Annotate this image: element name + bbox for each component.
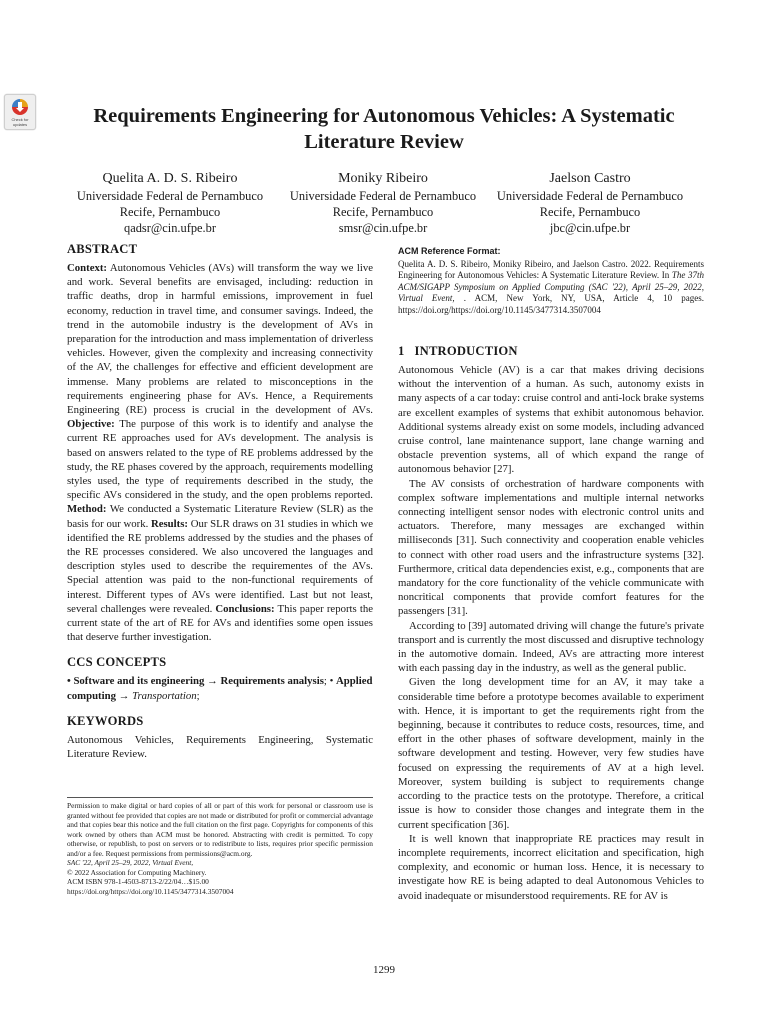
author-name: Jaelson Castro	[549, 171, 631, 186]
context-label: Context:	[67, 262, 108, 274]
paper-title: Requirements Engineering for Autonomous Vehicles: A Systematic Literature Review	[93, 105, 675, 153]
objective-text: The purpose of this work is to identify and analyse the current RE approaches used for AVs development. The analysis is based on answers related to the type of RE problems addressed by the study, the RE phases covered by the approach, requirements modelling styles used, the type of requirements described in the study, the specific AVs considered in the study, and the open problems reported.	[67, 418, 373, 502]
author-affiliation: Universidade Federal de Pernambuco	[496, 189, 684, 203]
intro-paragraph-2: The AV consists of orchestration of hardware components with complex software implementations and multiple internal networks connecting intelligent sensor nodes with electronic control units and actuators. Therefore, many messages are exchanged within milliseconds [31]. Such connectivity and cooperation enable vehicles to connect with other road users and the infrastructure systems [32]. Furthermore, critical data dependencies exist, e.g., components that are mandatory for the core functionality of the vehicle communicate with noncritical components that provide comfort features for the passengers [31].	[398, 477, 704, 618]
permission-text: Permission to make digital or hard copies of all or part of this work for personal or classroom use is granted without fee provided that copies are not made or distributed for profit or commercial advantage and that copies bear this notice and the full citation on the first page. Copyrights for components of this work owned by others than ACM must be honored. Abstracting with credit is permitted. To copy otherwise, or republish, to post on servers or to redistribute to lists, requires prior specific permission and/or a fee. Request permissions from permissions@acm.org.	[67, 801, 373, 858]
ccs-heading: CCS CONCEPTS	[67, 655, 167, 670]
author-name: Moniky Ribeiro	[338, 171, 428, 186]
acm-reference-format	[398, 246, 704, 316]
check-for-updates-icon	[10, 97, 30, 117]
results-text: Our SLR draws on 31 studies in which we identified the RE problems addressed by the studies and the phases of the RE processes considered. We also uncovered the languages and description styles used to describe the requirementes of the AVs. Special attention was paid to the non-functional requirements of interest. Different types of AVs were identified. Last but not least, several challenges were revealed.	[67, 517, 373, 615]
conclusions-label: Conclusions:	[215, 602, 275, 615]
author-email[interactable]: qadsr@cin.ufpe.br	[124, 221, 216, 235]
page-number: 1299	[373, 964, 395, 976]
context-text: Autonomous Vehicles (AVs) will transform the way we live and work. Several benefits are envisaged, including: reduction in traffic deaths, drop in harmful emissions, improvement in fuel economy, reduction in travel time, and consumer savings. Indeed, the trend in the automobile industry is the development of AVs in preparation for the introduction and mass implementation of driverless vehicles. However, given the complexity and increasing connectivity of the AV, the challenges for effective and efficient development are immense. Many problems are related to misconceptions in the requirements engineering phase for AVs. Hence, a Requirements Engineering (RE) process is crucial in the development of AVs.	[67, 262, 373, 417]
intro-paragraph-4: Given the long development time for an AV, it may take a considerable time before a prototype becomes available to experiment with. Hence, it is important to get the requirements right from the beginning, because it contributes to reduce costs, resources, time, and effort in the other phases of software development, mainly in the software development and testing. However, very few studies have focused on expressing the requirements of AV at a high level. Moreover, system building is subject to requirements change according to the practice tests on the prototype. Therefore, a critical issue is how to consider those changes and integrate them in the current specification [36].	[398, 676, 704, 831]
acm-reference-venue: The 37th ACM/SIGAPP Symposium on Applied Computing (SAC '22), April 25–29, 2022, Virtual Event,	[398, 270, 704, 303]
intro-paragraph-5: It is well known that inappropriate RE practices may result in incomplete requirements, incorrect elicitation and specification, high complexity, and economic or human loss. Hence, it is necessary to investigate how RE is being adapted to deal Autonomous Vehicles to avoid inadequate or misunderstood requirements. RE for AV is	[398, 832, 704, 902]
intro-paragraph-3: According to [39] automated driving will change the future's private transport and is currently the most discussed and disruptive technology in the automotive domain. Indeed, AVs are attracting more interest with each passing day in the industry, as well as the general public.	[398, 619, 704, 675]
ccs-bullet-1: • Software and its engineering → Requirements analysis	[67, 675, 324, 688]
permission-notice	[67, 797, 373, 896]
left-column	[67, 241, 373, 761]
author-1	[60, 169, 280, 236]
intro-paragraph-1: Autonomous Vehicle (AV) is a car that makes driving decisions without the intervention of a human. As such, autonomy exists in many aspects of a car today: cruise control and anti-lock brake systems are excellent examples of systems that exhibit autonomous behavior. Additional systems already exist on some models, including advanced cruise control, lane maintenance support, lane change warning and obstacle prevention systems, all of which expand the range of autonomous behavior [27].	[398, 364, 704, 476]
author-name: Quelita A. D. S. Ribeiro	[102, 171, 238, 186]
permission-doi[interactable]: https://doi.org/https://doi.org/10.1145/3477314.3507004	[67, 886, 234, 896]
introduction-heading: 1 INTRODUCTION	[398, 344, 518, 358]
ccs-bullet-2: Applied computing	[67, 675, 373, 702]
abstract-heading: ABSTRACT	[67, 242, 138, 256]
abstract-body	[67, 261, 373, 644]
ccs-end: ;	[196, 689, 200, 702]
badge-label-2: updates	[12, 121, 28, 127]
author-location: Recife, Pernambuco	[539, 205, 641, 219]
permission-venue: SAC '22, April 25–29, 2022, Virtual Event,	[67, 858, 194, 867]
badge-label-1: Check for	[11, 117, 29, 122]
conclusions-text: This paper reports the current state of the art of RE for AVs and identifies some open issues that deserve further investigation.	[67, 602, 373, 644]
ccs-concepts	[67, 674, 373, 702]
acm-reference-text-1: Quelita A. D. S. Ribeiro, Moniky Ribeiro, and Jaelson Castro. 2022. Requirements Engineering for Autonomous Vehicles: A Systematic Literature Review. In	[398, 258, 704, 280]
method-label: Method:	[67, 503, 107, 516]
right-column	[398, 343, 704, 903]
author-affiliation: Universidade Federal de Pernambuco	[289, 189, 477, 203]
method-text: We conducted a Systematic Literature Review (SLR) as the basis for our work.	[67, 503, 373, 530]
keywords-heading: KEYWORDS	[67, 713, 144, 728]
results-label: Results:	[150, 517, 188, 530]
ccs-bullet-2-sub: Transportation	[132, 689, 197, 702]
acm-reference-heading: ACM Reference Format:	[398, 246, 501, 256]
author-location: Recife, Pernambuco	[119, 205, 221, 219]
permission-copyright: © 2022 Association for Computing Machinery.	[67, 867, 207, 877]
author-affiliation: Universidade Federal de Pernambuco	[76, 189, 264, 203]
author-location: Recife, Pernambuco	[332, 205, 434, 219]
author-email[interactable]: smsr@cin.ufpe.br	[338, 221, 428, 235]
ccs-arrow: →	[115, 689, 133, 702]
author-2	[273, 169, 493, 236]
ccs-sep: ; •	[323, 675, 334, 688]
check-for-updates-badge[interactable]	[4, 94, 36, 130]
objective-label: Objective:	[67, 418, 115, 431]
permission-isbn: ACM ISBN 978-1-4503-8713-2/22/04…$15.00	[67, 877, 209, 886]
author-email[interactable]: jbc@cin.ufpe.br	[549, 221, 631, 235]
keywords-text: Autonomous Vehicles, Requirements Engineering, Systematic Literature Review.	[67, 733, 373, 761]
acm-reference-text-2: . ACM, New York, NY, USA, Article 4, 10 pages. https://doi.org/https://doi.org/10.1145/3477314.3507004	[398, 293, 705, 315]
author-3	[480, 169, 700, 236]
